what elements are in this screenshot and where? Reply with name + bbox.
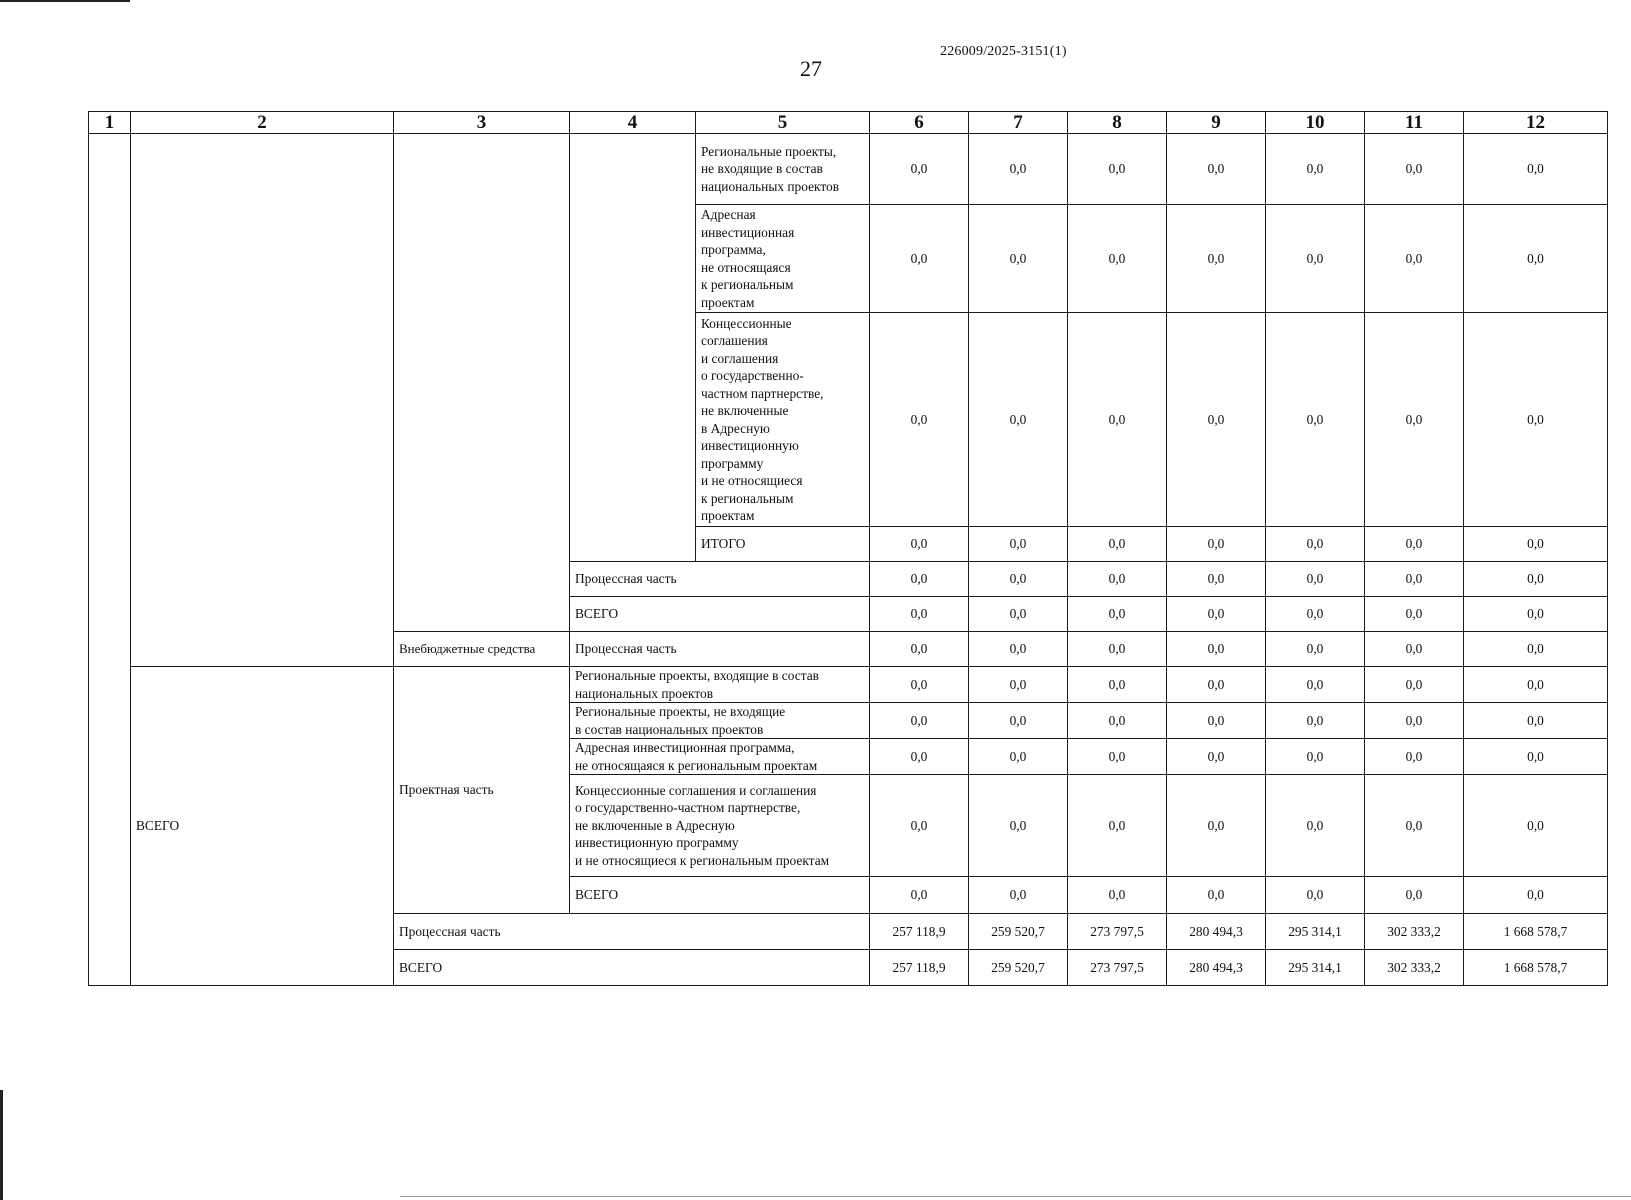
group-label-vsego: ВСЕГО bbox=[131, 667, 394, 986]
value-cell: 0,0 bbox=[969, 739, 1068, 775]
value-cell: 0,0 bbox=[870, 597, 969, 632]
value-cell: 0,0 bbox=[870, 632, 969, 667]
header-cell: 6 bbox=[870, 112, 969, 134]
value-cell: 0,0 bbox=[1464, 775, 1608, 877]
value-cell: 0,0 bbox=[1365, 877, 1464, 914]
value-cell: 295 314,1 bbox=[1266, 950, 1365, 986]
value-cell: 0,0 bbox=[1266, 739, 1365, 775]
header-cell: 5 bbox=[696, 112, 870, 134]
header-cell: 10 bbox=[1266, 112, 1365, 134]
value-cell: 0,0 bbox=[1266, 313, 1365, 527]
row-label: Концессионные соглашения и соглашения о государственно-частном партнерстве, не включенные в Адресную инвестиционную программу и не относящиеся к региональным проектам bbox=[570, 775, 870, 877]
value-cell: 259 520,7 bbox=[969, 950, 1068, 986]
value-cell: 273 797,5 bbox=[1068, 950, 1167, 986]
budget-table bbox=[88, 111, 1608, 986]
value-cell: 0,0 bbox=[870, 703, 969, 739]
value-cell: 0,0 bbox=[1068, 134, 1167, 205]
value-cell: 0,0 bbox=[1167, 527, 1266, 562]
table-row bbox=[89, 134, 1608, 205]
value-cell: 0,0 bbox=[1365, 739, 1464, 775]
value-cell: 0,0 bbox=[1167, 313, 1266, 527]
value-cell: 0,0 bbox=[1266, 667, 1365, 703]
value-cell: 0,0 bbox=[1464, 877, 1608, 914]
value-cell: 0,0 bbox=[1464, 527, 1608, 562]
value-cell: 0,0 bbox=[1068, 562, 1167, 597]
header-cell: 1 bbox=[89, 112, 131, 134]
value-cell: 0,0 bbox=[1365, 134, 1464, 205]
col4-cell bbox=[570, 134, 696, 562]
value-cell: 0,0 bbox=[1365, 205, 1464, 313]
value-cell: 257 118,9 bbox=[870, 914, 969, 950]
header-cell: 4 bbox=[570, 112, 696, 134]
value-cell: 0,0 bbox=[1365, 597, 1464, 632]
value-cell: 0,0 bbox=[969, 667, 1068, 703]
row-label: Адресная инвестиционная программа, не относящаяся к региональным проектам bbox=[570, 739, 870, 775]
value-cell: 0,0 bbox=[1167, 775, 1266, 877]
value-cell: 0,0 bbox=[969, 632, 1068, 667]
value-cell: 0,0 bbox=[969, 205, 1068, 313]
header-cell: 2 bbox=[131, 112, 394, 134]
value-cell: 257 118,9 bbox=[870, 950, 969, 986]
value-cell: 0,0 bbox=[1266, 632, 1365, 667]
value-cell: 0,0 bbox=[1068, 205, 1167, 313]
value-cell: 0,0 bbox=[969, 527, 1068, 562]
value-cell: 0,0 bbox=[1167, 877, 1266, 914]
value-cell: 0,0 bbox=[1365, 703, 1464, 739]
row-label: Концессионные соглашения и соглашения о государственно- частном партнерстве, не включенные в Адресную инвестиционную программу и не относящиеся к региональным проектам bbox=[696, 313, 870, 527]
row-label: Процессная часть bbox=[570, 562, 870, 597]
value-cell: 0,0 bbox=[1365, 775, 1464, 877]
row-label: ИТОГО bbox=[696, 527, 870, 562]
value-cell: 0,0 bbox=[1068, 703, 1167, 739]
value-cell: 1 668 578,7 bbox=[1464, 914, 1608, 950]
value-cell: 0,0 bbox=[1167, 632, 1266, 667]
value-cell: 0,0 bbox=[1068, 632, 1167, 667]
value-cell: 0,0 bbox=[1464, 667, 1608, 703]
value-cell: 0,0 bbox=[1068, 597, 1167, 632]
col3-label: Внебюджетные средства bbox=[394, 632, 570, 667]
header-row bbox=[89, 112, 1608, 134]
row-label: Региональные проекты, входящие в состав национальных проектов bbox=[570, 667, 870, 703]
value-cell: 0,0 bbox=[1266, 134, 1365, 205]
value-cell: 0,0 bbox=[1167, 205, 1266, 313]
value-cell: 0,0 bbox=[1464, 313, 1608, 527]
row-label: Процессная часть bbox=[394, 914, 870, 950]
value-cell: 0,0 bbox=[1068, 739, 1167, 775]
col3-cell bbox=[394, 134, 570, 632]
value-cell: 0,0 bbox=[1266, 775, 1365, 877]
value-cell: 0,0 bbox=[1365, 667, 1464, 703]
header-cell: 9 bbox=[1167, 112, 1266, 134]
value-cell: 280 494,3 bbox=[1167, 914, 1266, 950]
value-cell: 0,0 bbox=[1167, 134, 1266, 205]
value-cell: 302 333,2 bbox=[1365, 914, 1464, 950]
value-cell: 0,0 bbox=[1266, 562, 1365, 597]
value-cell: 0,0 bbox=[870, 527, 969, 562]
header-cell: 7 bbox=[969, 112, 1068, 134]
value-cell: 302 333,2 bbox=[1365, 950, 1464, 986]
value-cell: 0,0 bbox=[1464, 562, 1608, 597]
value-cell: 280 494,3 bbox=[1167, 950, 1266, 986]
value-cell: 0,0 bbox=[1167, 703, 1266, 739]
group-label-project-part: Проектная часть bbox=[394, 667, 570, 914]
scan-edge-top bbox=[0, 0, 130, 2]
value-cell: 0,0 bbox=[1266, 527, 1365, 562]
value-cell: 0,0 bbox=[870, 739, 969, 775]
value-cell: 0,0 bbox=[1167, 597, 1266, 632]
row-label: Региональные проекты, не входящие в состав национальных проектов bbox=[570, 703, 870, 739]
row-label: Процессная часть bbox=[570, 632, 870, 667]
scan-edge-bottom bbox=[400, 1196, 1631, 1197]
value-cell: 0,0 bbox=[1167, 667, 1266, 703]
row-label: Адресная инвестиционная программа, не относящаяся к региональным проектам bbox=[696, 205, 870, 313]
value-cell: 0,0 bbox=[969, 562, 1068, 597]
value-cell: 0,0 bbox=[1068, 313, 1167, 527]
value-cell: 0,0 bbox=[1068, 877, 1167, 914]
value-cell: 0,0 bbox=[1068, 775, 1167, 877]
value-cell: 0,0 bbox=[969, 877, 1068, 914]
header-cell: 8 bbox=[1068, 112, 1167, 134]
value-cell: 0,0 bbox=[969, 703, 1068, 739]
value-cell: 0,0 bbox=[1464, 703, 1608, 739]
value-cell: 0,0 bbox=[969, 597, 1068, 632]
value-cell: 0,0 bbox=[1365, 562, 1464, 597]
value-cell: 295 314,1 bbox=[1266, 914, 1365, 950]
page-number: 27 bbox=[800, 56, 822, 81]
value-cell: 0,0 bbox=[870, 562, 969, 597]
value-cell: 0,0 bbox=[1464, 597, 1608, 632]
value-cell: 0,0 bbox=[969, 775, 1068, 877]
value-cell: 0,0 bbox=[1068, 527, 1167, 562]
document-id: 226009/2025-3151(1) bbox=[940, 44, 1067, 59]
value-cell: 259 520,7 bbox=[969, 914, 1068, 950]
value-cell: 0,0 bbox=[1167, 562, 1266, 597]
value-cell: 0,0 bbox=[1365, 313, 1464, 527]
header-cell: 11 bbox=[1365, 112, 1464, 134]
value-cell: 0,0 bbox=[870, 667, 969, 703]
table-row bbox=[89, 667, 1608, 703]
value-cell: 0,0 bbox=[870, 205, 969, 313]
row-label: ВСЕГО bbox=[570, 877, 870, 914]
value-cell: 0,0 bbox=[1266, 205, 1365, 313]
value-cell: 0,0 bbox=[1266, 597, 1365, 632]
col2-cell bbox=[131, 134, 394, 667]
col1-cell bbox=[89, 134, 131, 986]
value-cell: 0,0 bbox=[1266, 877, 1365, 914]
value-cell: 0,0 bbox=[870, 877, 969, 914]
value-cell: 0,0 bbox=[1266, 703, 1365, 739]
row-label: Региональные проекты, не входящие в состав национальных проектов bbox=[696, 134, 870, 205]
value-cell: 0,0 bbox=[1365, 632, 1464, 667]
value-cell: 0,0 bbox=[870, 313, 969, 527]
value-cell: 1 668 578,7 bbox=[1464, 950, 1608, 986]
value-cell: 0,0 bbox=[1365, 527, 1464, 562]
header-cell: 3 bbox=[394, 112, 570, 134]
value-cell: 0,0 bbox=[1464, 134, 1608, 205]
value-cell: 0,0 bbox=[1464, 632, 1608, 667]
value-cell: 0,0 bbox=[1167, 739, 1266, 775]
header-cell: 12 bbox=[1464, 112, 1608, 134]
scan-edge-left bbox=[0, 1090, 3, 1200]
row-label: ВСЕГО bbox=[570, 597, 870, 632]
value-cell: 0,0 bbox=[870, 134, 969, 205]
value-cell: 0,0 bbox=[1464, 739, 1608, 775]
value-cell: 0,0 bbox=[1068, 667, 1167, 703]
value-cell: 273 797,5 bbox=[1068, 914, 1167, 950]
row-label: ВСЕГО bbox=[394, 950, 870, 986]
value-cell: 0,0 bbox=[969, 134, 1068, 205]
value-cell: 0,0 bbox=[969, 313, 1068, 527]
value-cell: 0,0 bbox=[870, 775, 969, 877]
value-cell: 0,0 bbox=[1464, 205, 1608, 313]
